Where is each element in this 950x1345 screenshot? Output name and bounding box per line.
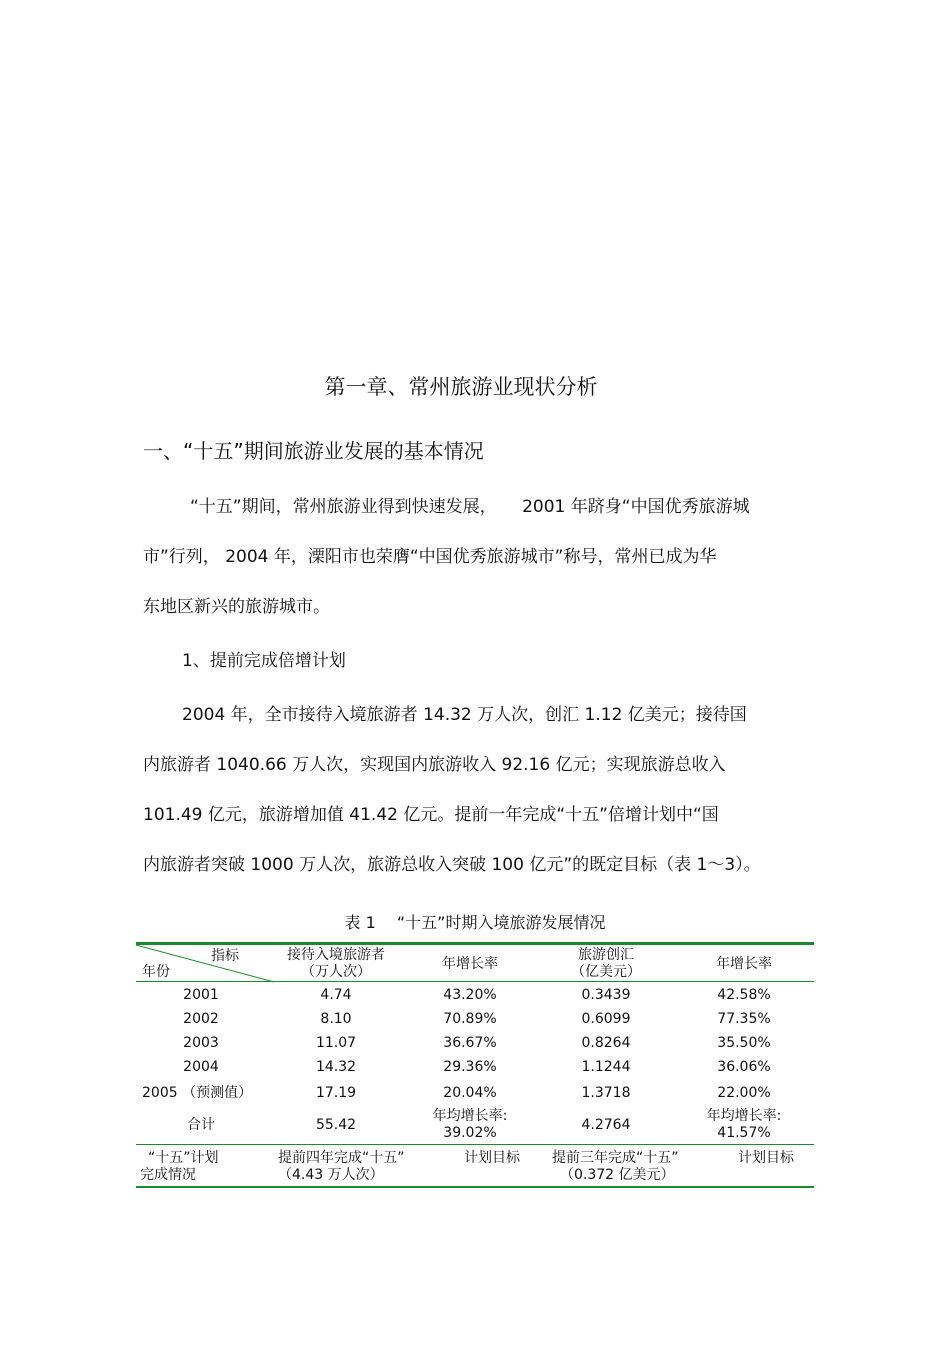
completion-target-2: 计划目标 <box>738 1150 794 1166</box>
table-cell-earnings: 0.8264 <box>581 1035 631 1051</box>
completion-visitors: 提前四年完成“十五” （4.43 万人次） <box>278 1150 405 1183</box>
table-cell-year: 2003 <box>183 1035 219 1051</box>
paragraph-line: “十五”期间，常州旅游业得到快速发展， 2001 年跻身“中国优秀旅游城 <box>190 497 750 517</box>
section-title: 一、“十五”期间旅游业发展的基本情况 <box>143 439 484 463</box>
paragraph-line: 2004 年，全市接待入境旅游者 14.32 万人次，创汇 1.12 亿美元；接待国 <box>182 705 747 725</box>
header-visitors: 接待入境旅游者 （万人次） <box>287 947 385 980</box>
table-cell-earnings: 1.3718 <box>581 1085 631 1101</box>
table-cell-year: 2004 <box>183 1059 219 1075</box>
table-cell-growth-2: 77.35% <box>717 1011 771 1027</box>
table-caption: 表 1 “十五”时期入境旅游发展情况 <box>344 913 606 932</box>
table-cell-growth-1: 43.20% <box>443 987 497 1003</box>
completion-earnings: 提前三年完成“十五” （0.372 亿美元） <box>552 1150 679 1183</box>
paragraph-line: 东地区新兴的旅游城市。 <box>143 597 330 617</box>
paragraph-line: 内旅游者突破 1000 万人次，旅游总收入突破 100 亿元”的既定目标（表 1～3）。 <box>143 855 761 875</box>
header-growth-1: 年增长率 <box>442 956 498 972</box>
header-growth-2: 年增长率 <box>716 956 772 972</box>
completion-target-1: 计划目标 <box>464 1150 520 1166</box>
table-cell-visitors: 17.19 <box>315 1085 357 1101</box>
paragraph-line: 市”行列， 2004 年，溧阳市也荣膺“中国优秀旅游城市”称号，常州已成为华 <box>143 547 717 567</box>
completion-label: “十五”计划 完成情况 <box>140 1150 219 1183</box>
table-cell-growth-1: 70.89% <box>443 1011 497 1027</box>
total-earnings: 4.2764 <box>581 1117 631 1133</box>
table-cell-growth-2: 22.00% <box>717 1085 771 1101</box>
total-bottom-rule <box>136 1144 814 1145</box>
sub-heading: 1、提前完成倍增计划 <box>182 651 346 671</box>
total-visitors: 55.42 <box>315 1117 357 1133</box>
table-cell-earnings: 0.3439 <box>581 987 631 1003</box>
header-earnings: 旅游创汇 （亿美元） <box>571 947 641 980</box>
table-cell-growth-2: 35.50% <box>717 1035 771 1051</box>
table-cell-growth-2: 42.58% <box>717 987 771 1003</box>
table-cell-growth-1: 36.67% <box>443 1035 497 1051</box>
header-bottom-rule <box>136 981 814 982</box>
paragraph-line: 101.49 亿元，旅游增加值 41.42 亿元。提前一年完成“十五”倍增计划中“国 <box>143 805 719 825</box>
table-cell-year: 2001 <box>183 987 219 1003</box>
table-cell-earnings: 0.6099 <box>581 1011 631 1027</box>
chapter-title: 第一章、常州旅游业现状分析 <box>324 375 598 399</box>
table-cell-visitors: 4.74 <box>320 987 352 1003</box>
table-cell-visitors: 8.10 <box>320 1011 352 1027</box>
corner-header-year: 年份 <box>142 964 170 980</box>
corner-header-indicator: 指标 <box>211 948 239 964</box>
table-cell-earnings: 1.1244 <box>581 1059 631 1075</box>
table-cell-visitors: 14.32 <box>315 1059 357 1075</box>
total-label: 合计 <box>187 1117 215 1133</box>
table-cell-year: 2005 （预测值） <box>142 1085 253 1101</box>
table-cell-growth-1: 20.04% <box>443 1085 497 1101</box>
table-cell-year: 2002 <box>183 1011 219 1027</box>
table-cell-growth-2: 36.06% <box>717 1059 771 1075</box>
total-growth-1: 年均增长率: 39.02% <box>432 1108 508 1141</box>
table-bottom-rule <box>136 1186 814 1188</box>
inbound-tourism-table <box>136 942 814 1190</box>
table-cell-growth-1: 29.36% <box>443 1059 497 1075</box>
table-cell-visitors: 11.07 <box>315 1035 357 1051</box>
paragraph-line: 内旅游者 1040.66 万人次，实现国内旅游收入 92.16 亿元；实现旅游总收入 <box>143 755 726 775</box>
total-growth-2: 年均增长率: 41.57% <box>706 1108 782 1141</box>
